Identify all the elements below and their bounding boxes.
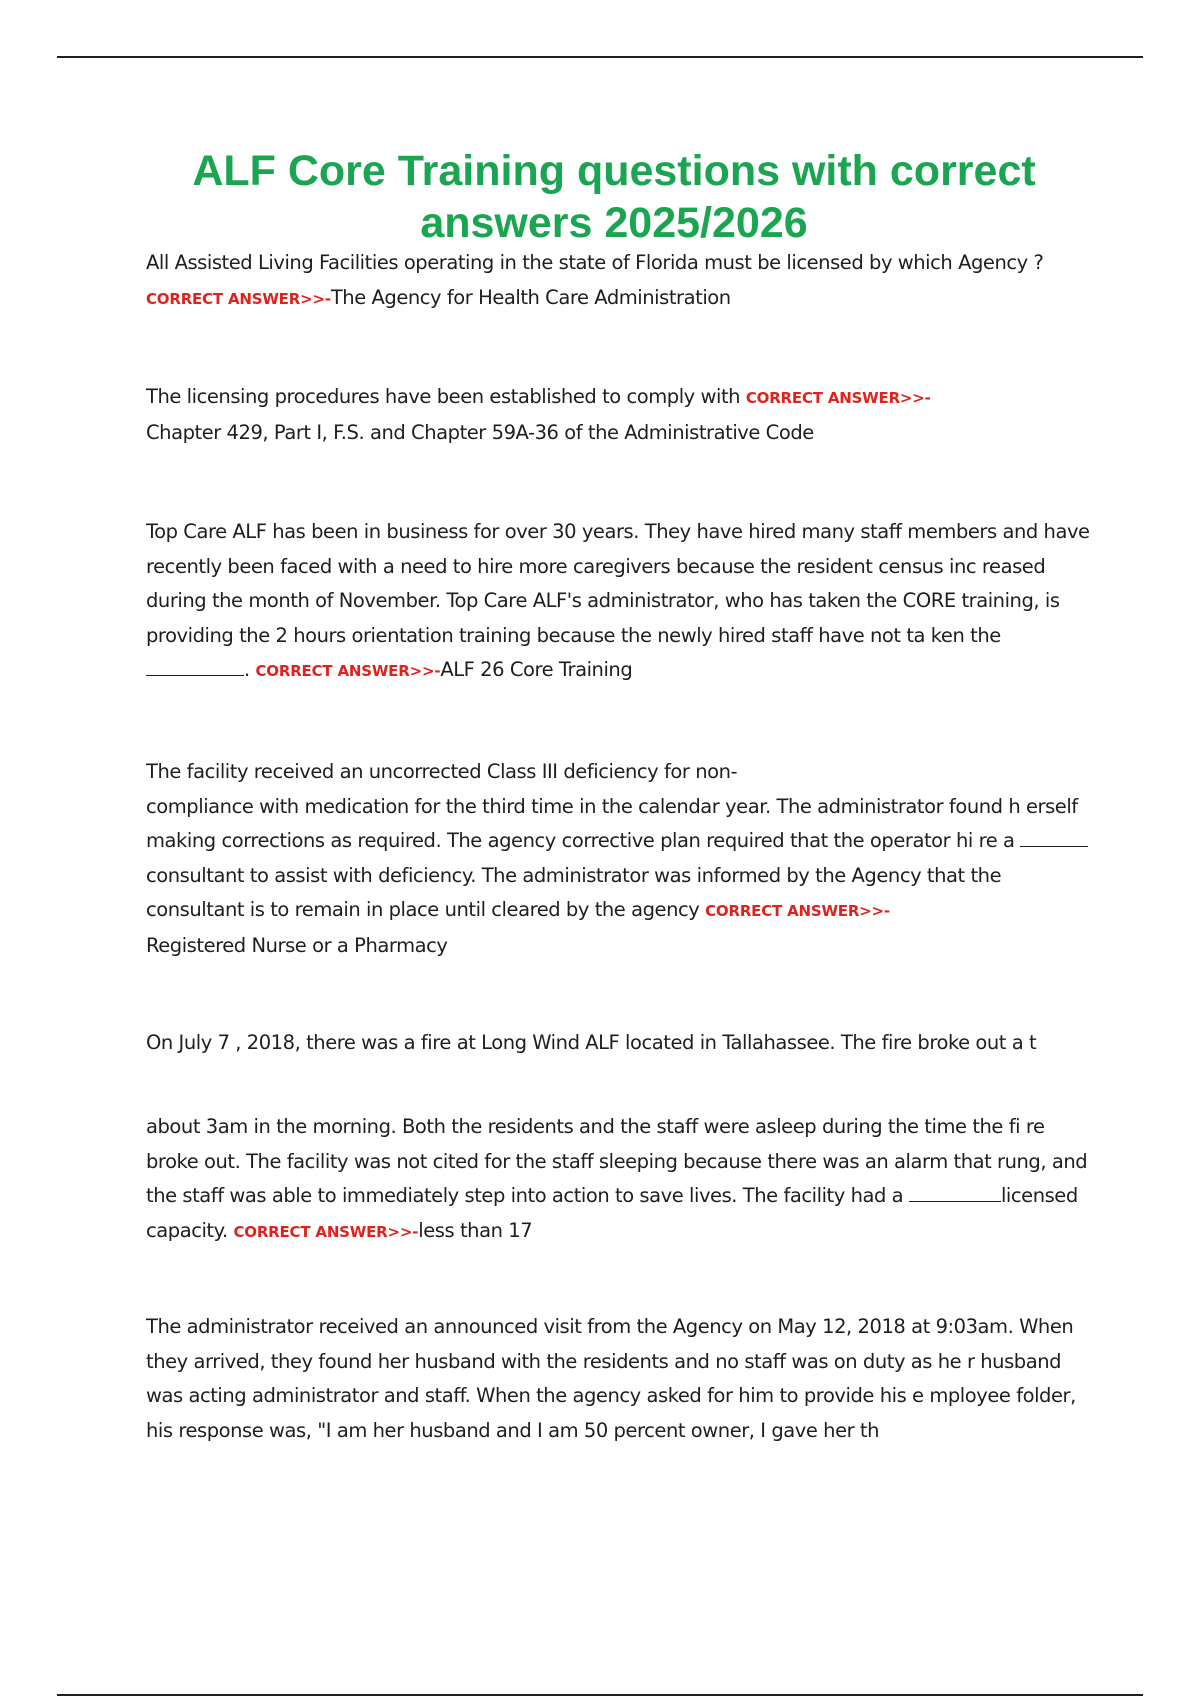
answer-text: less than 17 bbox=[418, 1218, 533, 1242]
answer-text: The Agency for Health Care Administration bbox=[330, 285, 731, 309]
document-title: ALF Core Training questions with correct answers 2025/2026 bbox=[192, 147, 1036, 247]
question-text: All Assisted Living Facilities operating in the state of Florida must be licensed by which Agency ? bbox=[146, 251, 1044, 274]
qa-item bbox=[146, 246, 1096, 316]
question-text: The facility received an uncorrected Class III deficiency for non- bbox=[146, 760, 738, 783]
question-text-end: licensed capacity. bbox=[146, 1184, 1078, 1242]
question-text: On July 7 , 2018, there was a fire at Long Wind ALF located in Tallahassee. The fire broke out a t bbox=[146, 1031, 1037, 1054]
question-text-end: . bbox=[244, 658, 250, 681]
qa-item bbox=[146, 755, 1096, 963]
bottom-rule bbox=[57, 1694, 1143, 1696]
qa-item bbox=[146, 1026, 1096, 1061]
qa-item bbox=[146, 515, 1096, 689]
answer-text: ALF 26 Core Training bbox=[440, 658, 633, 681]
correct-answer-marker: CORRECT ANSWER>>- bbox=[146, 289, 331, 308]
answer-text: Registered Nurse or a Pharmacy bbox=[146, 933, 448, 957]
correct-answer-marker: CORRECT ANSWER>>- bbox=[705, 902, 890, 920]
fill-in-blank bbox=[146, 656, 244, 676]
top-rule bbox=[57, 56, 1143, 58]
question-text: The licensing procedures have been established to comply with bbox=[146, 385, 741, 408]
correct-answer-marker: CORRECT ANSWER>>- bbox=[233, 1222, 419, 1241]
fill-in-blank bbox=[909, 1182, 965, 1202]
question-text: Top Care ALF has been in business for over 30 years. They have hired many staff members and have recently been faced with a need to hire more caregivers because the resident census inc reased during the month of November. Top Care ALF's administrator, who has taken the CORE training, is providing the 2 hours orientation training because the newly hired staff have not ta ken the bbox=[146, 520, 1090, 647]
correct-answer-marker: CORRECT ANSWER>>- bbox=[255, 662, 441, 680]
question-text: compliance with medication for the third time in the calendar year. The administrator found h erself making corrections as required. The agency corrective plan required that the operator hi re a bbox=[146, 794, 1078, 852]
question-text-end: consultant to assist with deficiency. The administrator was informed by the Agency that the consultant is to remain in place until cleared by the agency bbox=[146, 863, 1002, 921]
question-text: The administrator received an announced visit from the Agency on May 12, 2018 at 9:03am. When they arrived, they found her husband with the residents and no staff was on duty as he r husband was acting administrator and staff. When the agency asked for him to provide his e mployee folder, his response was, "I am her husband and I am 50 percent owner, I gave her th bbox=[146, 1315, 1076, 1442]
answer-text: Chapter 429, Part I, F.S. and Chapter 59A-36 of the Administrative Code bbox=[146, 420, 814, 444]
qa-item bbox=[146, 380, 1096, 450]
correct-answer-marker: CORRECT ANSWER>>- bbox=[745, 389, 931, 407]
fill-in-blank bbox=[965, 1182, 1001, 1202]
question-text: about 3am in the morning. Both the residents and the staff were asleep during the time the fi re broke out. The facility was not cited for the staff sleeping because there was an alarm that rung, and the staff was able to immediately step into action to save lives. The facility had a bbox=[146, 1115, 1088, 1207]
qa-item bbox=[146, 1310, 1096, 1448]
fill-in-blank bbox=[1020, 827, 1088, 847]
qa-item-continued bbox=[146, 1110, 1096, 1249]
